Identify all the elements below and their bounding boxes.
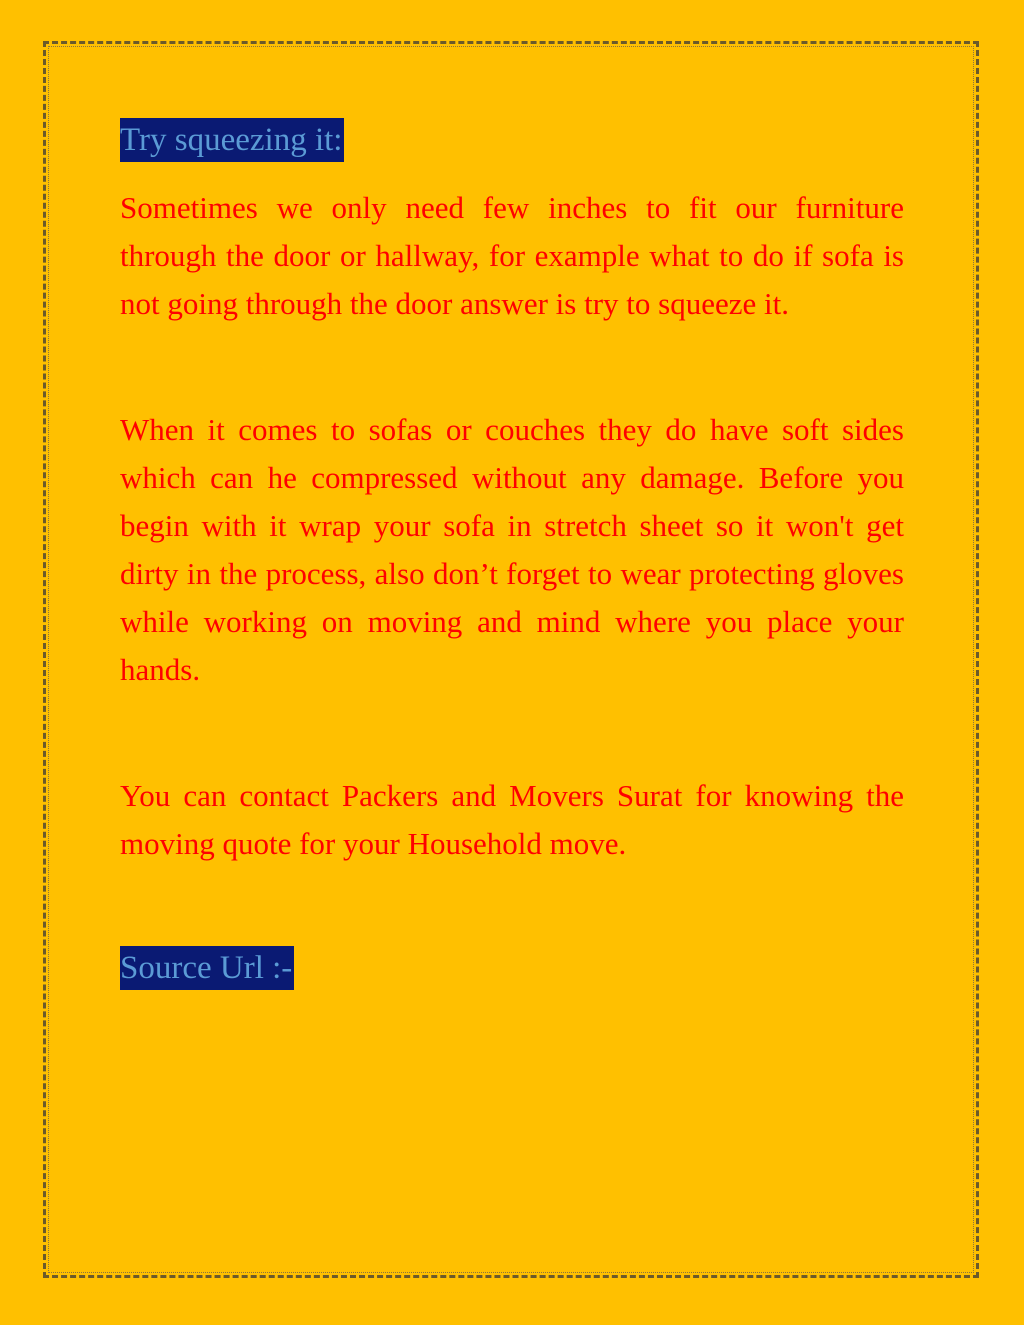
document-body [120,118,904,990]
paragraph-contact: You can contact Packers and Movers Surat for knowing the moving quote for your Household move. [120,778,904,861]
heading-wrap [120,118,904,162]
source-url-label: Source Url :- [120,946,294,990]
paragraph-sofas: When it comes to sofas or couches they do have soft sides which can he compressed without any damage. Before you begin with it wrap your sofa in stretch sheet so it won't get dirty in the process, also don’t forget to wear protecting gloves while working on moving and mind where you place your hands. [120,412,904,687]
source-wrap [120,946,904,990]
section-heading: Try squeezing it: [120,118,344,162]
paragraph-intro: Sometimes we only need few inches to fit our furniture through the door or hallway, for example what to do if sofa is not going through the door answer is try to squeeze it. [120,190,904,321]
